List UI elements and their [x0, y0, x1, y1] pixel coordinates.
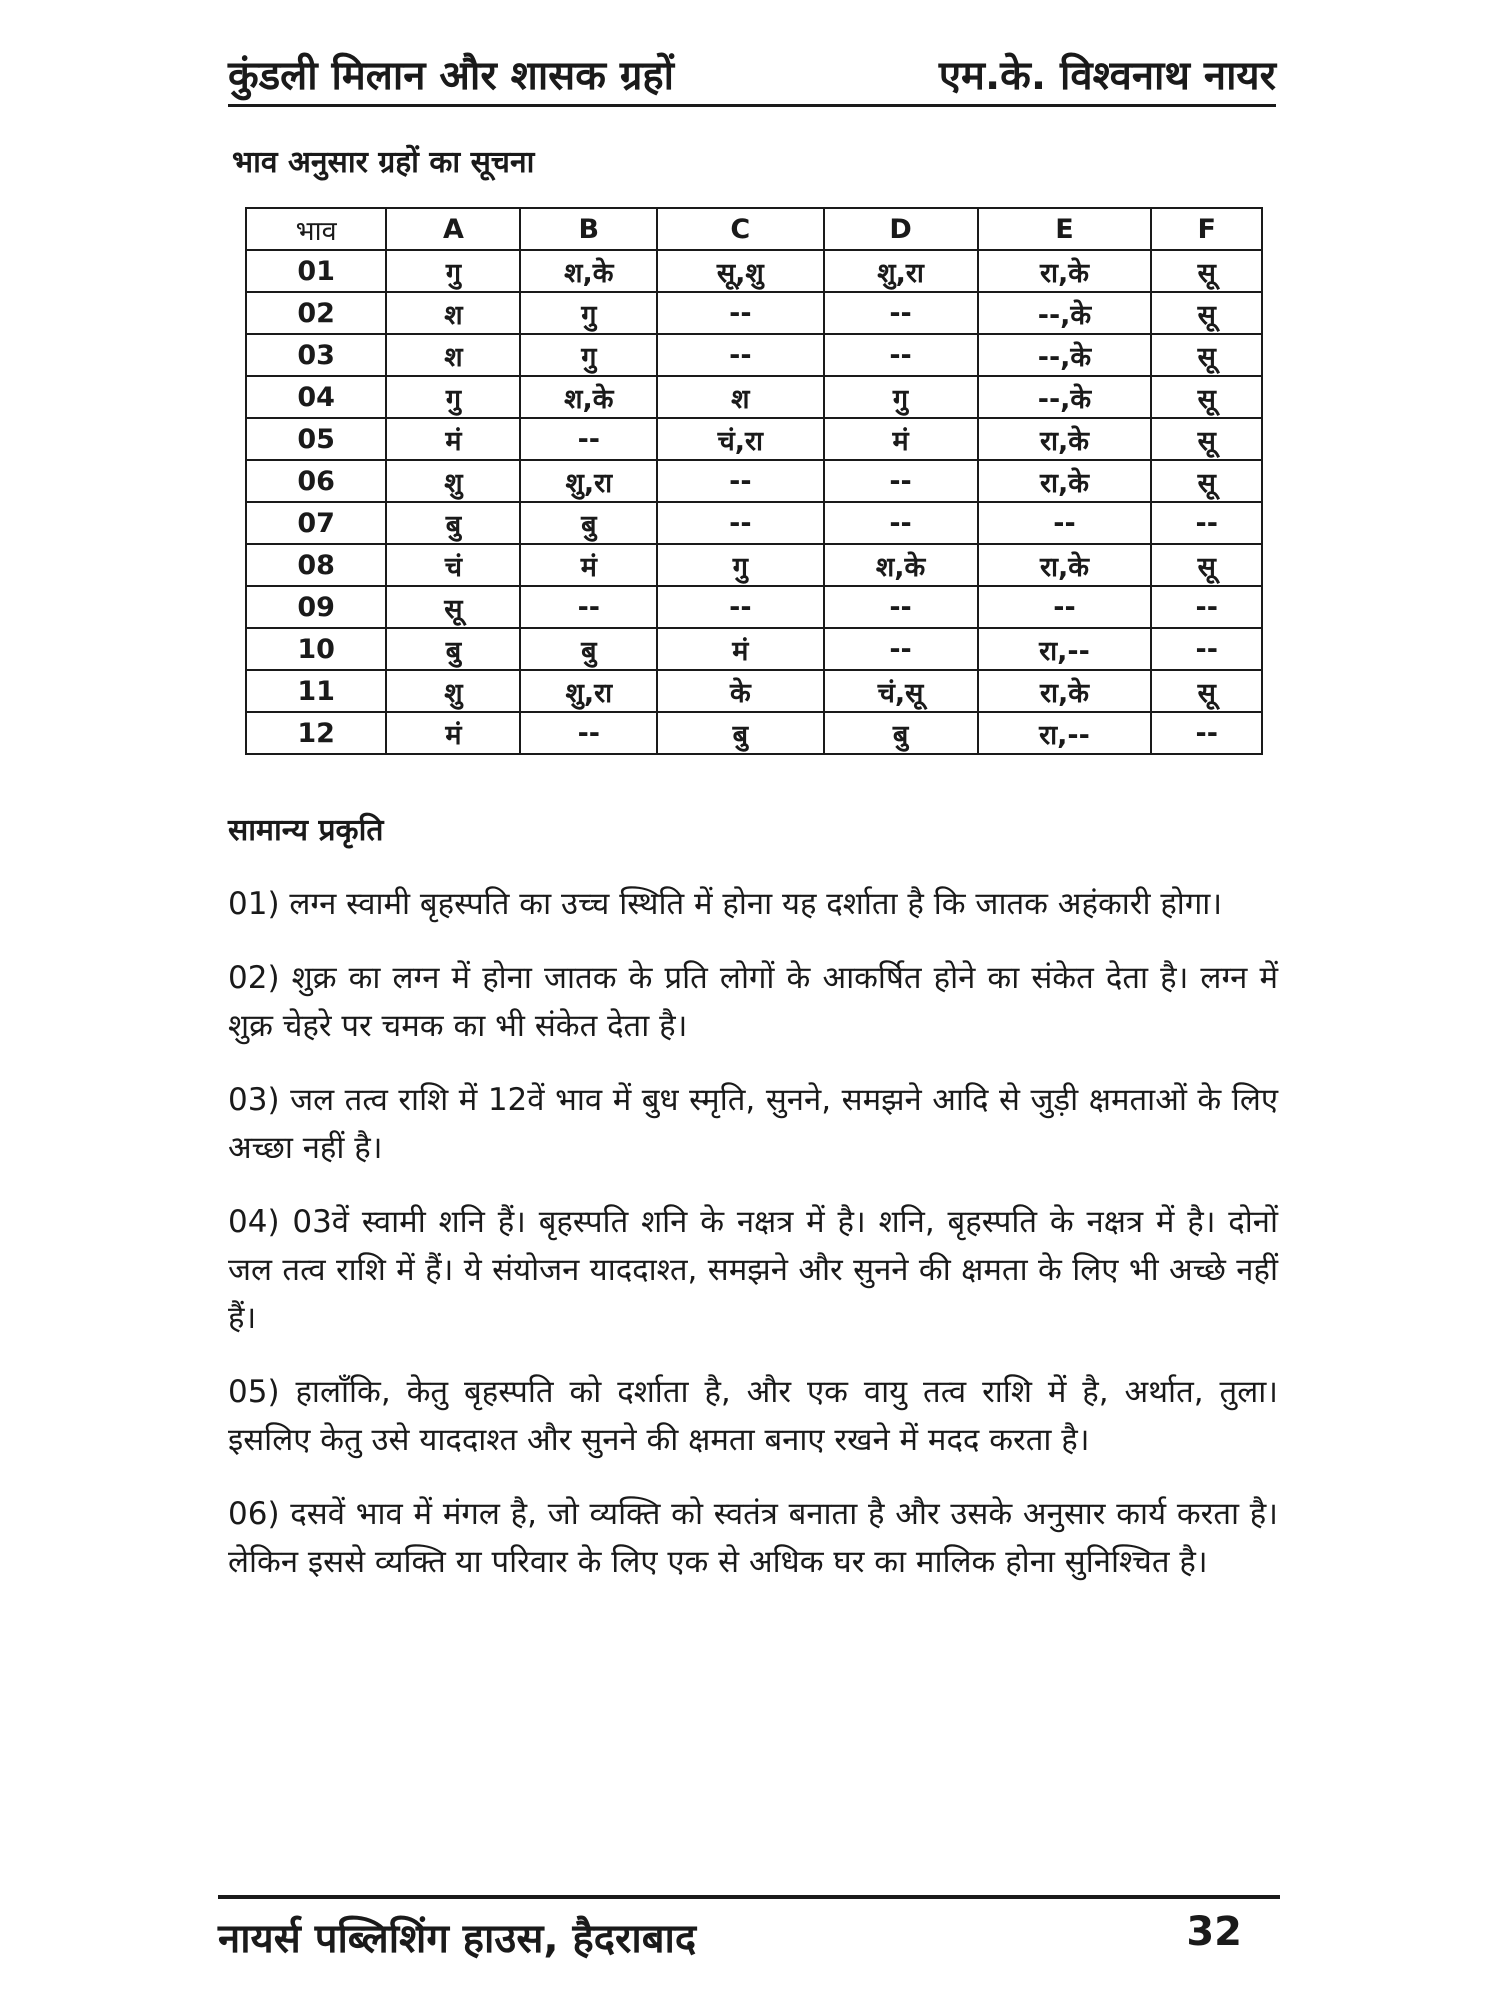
table-row — [246, 544, 1262, 586]
table-cell: रा,के — [978, 460, 1152, 502]
table-cell: रा,के — [978, 418, 1152, 460]
table-cell: गु — [386, 250, 520, 292]
table-row — [246, 376, 1262, 418]
column-header: C — [657, 208, 823, 250]
table-cell: --,के — [978, 376, 1152, 418]
table-cell: सू — [1151, 544, 1262, 586]
table-cell: गु — [657, 544, 823, 586]
nature-paragraph: 03) जल तत्व राशि में 12वें भाव में बुध स्मृति, सुनने, समझने आदि से जुड़ी क्षमताओं के लिए अच्छा नहीं है। — [228, 1082, 1278, 1166]
table-row — [246, 418, 1262, 460]
table-body — [246, 250, 1262, 754]
table-cell: बु — [386, 502, 520, 544]
column-header: भाव — [246, 208, 386, 250]
table-cell: -- — [1151, 586, 1262, 628]
table-cell: -- — [824, 334, 978, 376]
house-number-cell: 01 — [246, 250, 386, 292]
table-cell: के — [657, 670, 823, 712]
nature-paragraph: 01) लग्न स्वामी बृहस्पति का उच्च स्थिति में होना यह दर्शाता है कि जातक अहंकारी होगा। — [228, 886, 1223, 922]
table-cell: गु — [520, 292, 657, 334]
table-cell: चं,रा — [657, 418, 823, 460]
table-cell: शु — [386, 460, 520, 502]
table-cell: सू — [1151, 334, 1262, 376]
house-number-cell: 04 — [246, 376, 386, 418]
table-cell: -- — [520, 418, 657, 460]
table-cell: श,के — [520, 376, 657, 418]
table-cell: -- — [1151, 628, 1262, 670]
table-row — [246, 502, 1262, 544]
table-cell: गु — [824, 376, 978, 418]
nature-paragraph: 02) शुक्र का लग्न में होना जातक के प्रति लोगों के आकर्षित होने का संकेत देता है। लग्न में शुक्र चेहरे पर चमक का भी संकेत देता है। — [228, 960, 1278, 1044]
author-name: एम.के. विश्वनाथ नायर — [938, 53, 1276, 99]
table-cell: -- — [657, 334, 823, 376]
table-row — [246, 712, 1262, 754]
column-header: B — [520, 208, 657, 250]
table-cell: सू — [1151, 376, 1262, 418]
table-cell: -- — [978, 586, 1152, 628]
house-number-cell: 06 — [246, 460, 386, 502]
table-cell: शु,रा — [824, 250, 978, 292]
house-number-cell: 07 — [246, 502, 386, 544]
table-cell: मं — [386, 712, 520, 754]
table-cell: सू — [1151, 250, 1262, 292]
table-row — [246, 670, 1262, 712]
table-cell: -- — [824, 460, 978, 502]
table-cell: शु — [386, 670, 520, 712]
table-cell: -- — [657, 502, 823, 544]
table-row — [246, 460, 1262, 502]
table-cell: -- — [657, 292, 823, 334]
table-cell: रा,-- — [978, 628, 1152, 670]
page-number: 32 — [1186, 1909, 1242, 1955]
table-cell: शु,रा — [520, 460, 657, 502]
table-cell: मं — [657, 628, 823, 670]
house-number-cell: 08 — [246, 544, 386, 586]
table-cell: -- — [520, 712, 657, 754]
nature-paragraph: 06) दसवें भाव में मंगल है, जो व्यक्ति को स्वतंत्र बनाता है और उसके अनुसार कार्य करता है। लेकिन इससे व्यक्ति या परिवार के लिए एक से अधिक घर का मालिक होना सुनिश्चित है। — [228, 1496, 1278, 1580]
house-number-cell: 10 — [246, 628, 386, 670]
table-cell: रा,के — [978, 544, 1152, 586]
table-cell: चं,सू — [824, 670, 978, 712]
column-header: F — [1151, 208, 1262, 250]
house-number-cell: 05 — [246, 418, 386, 460]
table-cell: --,के — [978, 334, 1152, 376]
table-row — [246, 586, 1262, 628]
table-cell: शु,रा — [520, 670, 657, 712]
table-cell: बु — [657, 712, 823, 754]
table-cell: बु — [520, 628, 657, 670]
table-cell: गु — [386, 376, 520, 418]
table-cell: -- — [657, 460, 823, 502]
table-cell: रा,-- — [978, 712, 1152, 754]
table-cell: --,के — [978, 292, 1152, 334]
table-cell: -- — [1151, 502, 1262, 544]
table-cell: बु — [824, 712, 978, 754]
table-cell: बु — [386, 628, 520, 670]
table-cell: सू — [1151, 292, 1262, 334]
house-number-cell: 09 — [246, 586, 386, 628]
page-header — [228, 42, 1276, 107]
column-header: A — [386, 208, 520, 250]
table-cell: -- — [824, 586, 978, 628]
table-cell: सू — [1151, 418, 1262, 460]
table-cell: सू,शु — [657, 250, 823, 292]
table-cell: -- — [978, 502, 1152, 544]
nature-paragraph: 04) 03वें स्वामी शनि हैं। बृहस्पति शनि के नक्षत्र में है। शनि, बृहस्पति के नक्षत्र में है। दोनों जल तत्व राशि में हैं। ये संयोजन याददाश्त, समझने और सुनने की क्षमता के लिए भी अच्छे नहीं हैं। — [228, 1204, 1278, 1336]
table-cell: -- — [1151, 712, 1262, 754]
table-cell: रा,के — [978, 250, 1152, 292]
table-row — [246, 628, 1262, 670]
table-cell: श — [386, 292, 520, 334]
table-row — [246, 334, 1262, 376]
column-header: E — [978, 208, 1152, 250]
house-number-cell: 03 — [246, 334, 386, 376]
table-cell: -- — [520, 586, 657, 628]
table-cell: -- — [824, 292, 978, 334]
table-cell: रा,के — [978, 670, 1152, 712]
house-number-cell: 12 — [246, 712, 386, 754]
table-cell: सू — [1151, 670, 1262, 712]
table-cell: बु — [520, 502, 657, 544]
book-title: कुंडली मिलान और शासक ग्रहों — [228, 53, 675, 99]
column-header: D — [824, 208, 978, 250]
table-cell: चं — [386, 544, 520, 586]
nature-paragraph: 05) हालाँकि, केतु बृहस्पति को दर्शाता है, और एक वायु तत्व राशि में है, अर्थात, तुला। इसलिए केतु उसे याददाश्त और सुनने की क्षमता बनाए रखने में मदद करता है। — [228, 1374, 1278, 1458]
nature-heading: सामान्य प्रकृति — [228, 813, 384, 848]
table-cell: गु — [520, 334, 657, 376]
page-footer — [218, 1895, 1280, 1969]
table-cell: मं — [520, 544, 657, 586]
house-number-cell: 11 — [246, 670, 386, 712]
table-cell: मं — [824, 418, 978, 460]
house-number-cell: 02 — [246, 292, 386, 334]
table-cell: सू — [1151, 460, 1262, 502]
table-cell: सू — [386, 586, 520, 628]
table-cell: -- — [657, 586, 823, 628]
table-cell: श,के — [520, 250, 657, 292]
planet-house-table — [245, 207, 1263, 755]
table-row — [246, 292, 1262, 334]
publisher-name: नायर्स पब्लिशिंग हाउस, हैदराबाद — [218, 1916, 697, 1962]
table-row — [246, 250, 1262, 292]
table-cell: मं — [386, 418, 520, 460]
nature-paragraphs — [228, 880, 1278, 1612]
table-cell: श — [386, 334, 520, 376]
table-header-row — [246, 208, 1262, 250]
table-cell: श,के — [824, 544, 978, 586]
table-heading: भाव अनुसार ग्रहों का सूचना — [232, 145, 535, 180]
table-cell: -- — [824, 628, 978, 670]
table-cell: -- — [824, 502, 978, 544]
table-cell: श — [657, 376, 823, 418]
